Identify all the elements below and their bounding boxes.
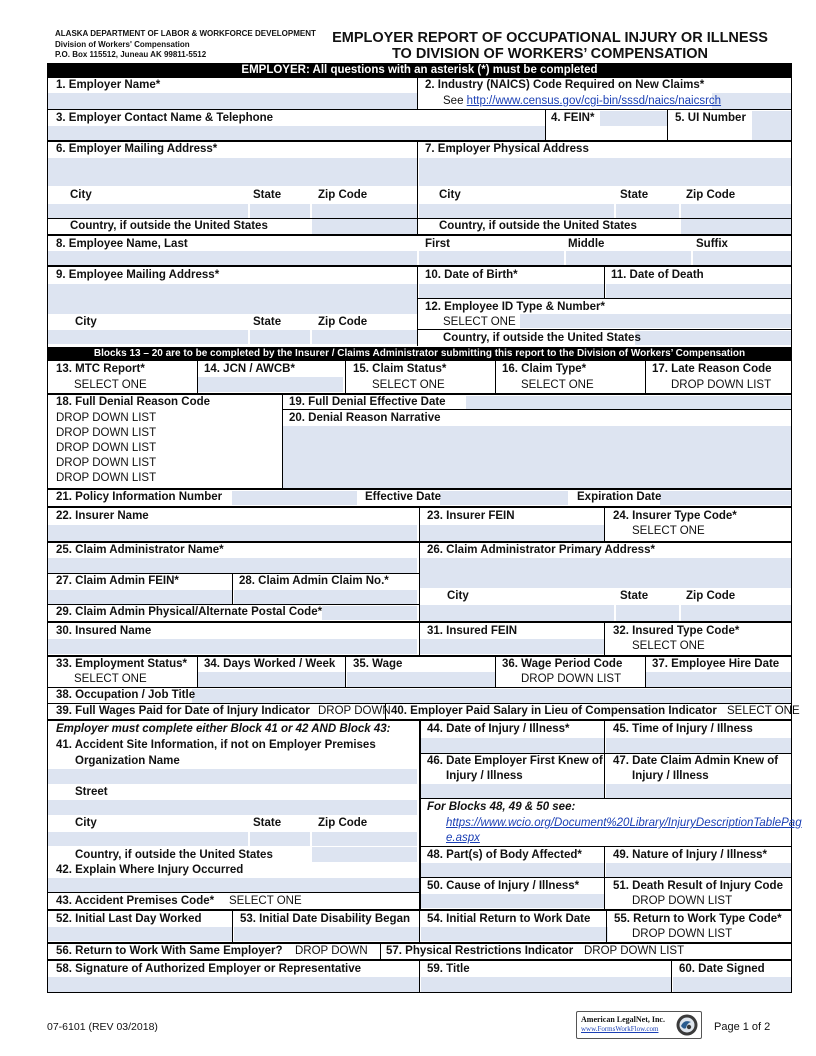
- rule: [232, 910, 233, 942]
- rule: [604, 266, 605, 298]
- label-date-admin-knew-line2: Injury / Illness: [632, 770, 709, 782]
- field-employee-last-name[interactable]: [48, 251, 417, 266]
- label-claim-admin-fein: 27. Claim Admin FEIN*: [56, 575, 179, 587]
- select-employee-id-type[interactable]: SELECT ONE: [443, 316, 516, 328]
- rule: [604, 507, 605, 541]
- label-city: City: [447, 590, 469, 602]
- field-employer-mailing-address[interactable]: [48, 158, 417, 186]
- field-employee-suffix[interactable]: [693, 251, 791, 266]
- field-date-of-injury[interactable]: [421, 738, 604, 753]
- field-employee-city[interactable]: [48, 330, 248, 344]
- field-site-zip[interactable]: [312, 832, 417, 846]
- rule: [645, 361, 646, 394]
- field-date-signed[interactable]: [673, 977, 791, 992]
- rule: [47, 687, 792, 688]
- field-nature-of-injury[interactable]: [606, 863, 791, 877]
- field-title[interactable]: [421, 977, 671, 992]
- label-organization-name: Organization Name: [75, 755, 180, 767]
- select-insured-type-code[interactable]: SELECT ONE: [632, 640, 705, 652]
- field-street[interactable]: [48, 800, 417, 815]
- label-insured-fein: 31. Insured FEIN: [427, 625, 518, 637]
- rule: [645, 656, 646, 687]
- rule: [47, 703, 792, 704]
- label-claim-admin-postal-code: 29. Claim Admin Physical/Alternate Postal Code*: [56, 606, 323, 618]
- label-policy-number: 21. Policy Information Number: [56, 491, 223, 503]
- select-death-result[interactable]: DROP DOWN LIST: [632, 895, 733, 907]
- field-denial-narrative[interactable]: [283, 426, 791, 488]
- label-hire-date: 37. Employee Hire Date: [652, 658, 780, 670]
- rule: [232, 573, 233, 604]
- field-mailing-zip[interactable]: [312, 204, 417, 218]
- label-naics-code: 2. Industry (NAICS) Code Required on New Claims*: [425, 79, 705, 91]
- label-zip: Zip Code: [318, 316, 368, 328]
- label-return-to-work-date: 54. Initial Return to Work Date: [427, 913, 591, 925]
- rule: [197, 656, 198, 687]
- rule: [417, 78, 418, 110]
- field-insurer-name[interactable]: [48, 525, 417, 541]
- form-title-line2: TO DIVISION OF WORKERS’ COMPENSATION: [391, 46, 709, 62]
- label-time-of-injury: 45. Time of Injury / Illness: [613, 723, 753, 735]
- employer-banner: EMPLOYER: All questions with an asterisk (*) must be completed: [47, 63, 792, 78]
- field-time-of-injury[interactable]: [606, 738, 791, 753]
- form-title: [320, 30, 780, 62]
- field-effective-date[interactable]: [440, 491, 568, 505]
- label-claim-status: 15. Claim Status*: [353, 363, 447, 375]
- field-occupation[interactable]: [192, 689, 791, 703]
- label-employee-last-name: 8. Employee Name, Last: [56, 238, 188, 250]
- select-return-same-employer[interactable]: DROP DOWN: [295, 945, 368, 957]
- wcio-link-line2[interactable]: e.aspx: [446, 832, 480, 844]
- label-claim-type: 16. Claim Type*: [502, 363, 587, 375]
- label-claim-admin-address: 26. Claim Administrator Primary Address*: [427, 544, 655, 556]
- label-date-signed: 60. Date Signed: [679, 963, 765, 975]
- rule: [47, 655, 792, 657]
- label-zip: Zip Code: [318, 817, 368, 829]
- field-employee-mailing-address[interactable]: [48, 284, 417, 314]
- field-physical-state[interactable]: [616, 204, 679, 218]
- wcio-link-line1[interactable]: https://www.wcio.org/Document%20Library/InjuryDescriptionTablePag: [446, 817, 802, 829]
- select-employment-status[interactable]: SELECT ONE: [74, 673, 147, 685]
- label-date-employer-knew-line1: 46. Date Employer First Knew of: [427, 755, 603, 767]
- label-effective-date: Effective Date: [365, 491, 442, 503]
- field-return-to-work-date[interactable]: [421, 927, 608, 941]
- label-for-blocks-48-50: For Blocks 48, 49 & 50 see:: [427, 801, 576, 813]
- rule: [47, 488, 792, 490]
- label-insurer-name: 22. Insurer Name: [56, 510, 149, 522]
- rule: [345, 656, 346, 687]
- select-denial-reason-4[interactable]: DROP DOWN LIST: [56, 457, 157, 469]
- agency-address: P.O. Box 115512, Juneau AK 99811-5512: [55, 50, 207, 59]
- select-wage-period-code[interactable]: DROP DOWN LIST: [521, 673, 622, 685]
- form-title-line1: EMPLOYER REPORT OF OCCUPATIONAL INJURY OR ILLNESS: [332, 30, 768, 46]
- rule: [417, 298, 792, 299]
- field-full-denial-effective-date[interactable]: [466, 396, 791, 410]
- field-date-of-birth[interactable]: [419, 284, 604, 298]
- label-zip: Zip Code: [318, 189, 368, 201]
- field-employee-country[interactable]: [635, 331, 791, 345]
- label-country: Country, if outside the United States: [439, 220, 637, 232]
- field-physical-city[interactable]: [419, 204, 614, 218]
- rule: [604, 720, 605, 798]
- label-date-of-birth: 10. Date of Birth*: [425, 269, 518, 281]
- field-days-worked[interactable]: [198, 672, 345, 687]
- field-physical-country[interactable]: [681, 219, 791, 234]
- select-denial-reason-1[interactable]: DROP DOWN LIST: [56, 412, 157, 424]
- rule: [495, 361, 496, 394]
- select-late-reason-code[interactable]: DROP DOWN LIST: [671, 379, 772, 391]
- rule: [197, 361, 198, 394]
- label-city: City: [439, 189, 461, 201]
- field-expiration-date[interactable]: [660, 491, 791, 505]
- rule: [419, 877, 792, 878]
- select-denial-reason-5[interactable]: DROP DOWN LIST: [56, 472, 157, 484]
- field-cause-of-injury[interactable]: [421, 894, 604, 908]
- label-city: City: [75, 817, 97, 829]
- label-full-wages-indicator: 39. Full Wages Paid for Date of Injury Indicator: [56, 705, 310, 717]
- label-city: City: [75, 316, 97, 328]
- label-state: State: [253, 316, 282, 328]
- label-full-denial-effective-date: 19. Full Denial Effective Date: [289, 396, 446, 408]
- field-hire-date[interactable]: [646, 672, 791, 687]
- field-mailing-city[interactable]: [48, 204, 248, 218]
- label-employer-physical-address: 7. Employer Physical Address: [425, 143, 589, 155]
- rule: [47, 109, 792, 110]
- field-site-state[interactable]: [250, 832, 310, 846]
- naics-link[interactable]: http://www.census.gov/cgi-bin/sssd/naics/naicsrch: [466, 95, 722, 107]
- label-date-of-injury: 44. Date of Injury / Illness*: [427, 723, 570, 735]
- label-zip: Zip Code: [686, 590, 736, 602]
- label-wage-period-code: 36. Wage Period Code: [502, 658, 623, 670]
- rule: [380, 943, 381, 959]
- field-employer-contact[interactable]: [48, 126, 545, 141]
- label-insurer-type-code: 24. Insurer Type Code*: [613, 510, 737, 522]
- field-policy-number[interactable]: [232, 491, 357, 505]
- label-ui-number: 5. UI Number: [675, 112, 746, 124]
- label-country: Country, if outside the United States: [70, 220, 268, 232]
- label-claim-admin-claim-no: 28. Claim Admin Claim No.*: [239, 575, 389, 587]
- field-site-city[interactable]: [48, 832, 248, 846]
- rule: [47, 393, 792, 395]
- rule: [419, 720, 421, 910]
- rule: [47, 892, 419, 893]
- rule: [545, 110, 546, 140]
- rule: [419, 798, 792, 799]
- label-employee-id: 12. Employee ID Type & Number*: [425, 301, 606, 313]
- label-date-employer-knew-line2: Injury / Illness: [446, 770, 523, 782]
- label-explain-injury: 42. Explain Where Injury Occurred: [56, 864, 244, 876]
- rule: [47, 573, 419, 574]
- label-middle: Middle: [568, 238, 605, 250]
- field-claim-admin-zip[interactable]: [681, 605, 791, 621]
- rule: [283, 409, 792, 410]
- field-disability-began[interactable]: [234, 927, 419, 941]
- label-nature-of-injury: 49. Nature of Injury / Illness*: [613, 849, 768, 861]
- field-ui-number[interactable]: [752, 111, 791, 141]
- insurer-banner: Blocks 13 – 20 are to be completed by the Insurer / Claims Administrator submitting this report to the Division of Workers’ Compensation: [47, 347, 792, 361]
- logo-company: American LegalNet, Inc.: [581, 1015, 665, 1024]
- logo-swirl-icon: [675, 1013, 699, 1037]
- rule: [47, 604, 419, 605]
- label-return-same-employer: 56. Return to Work With Same Employer?: [56, 945, 283, 957]
- page-number: Page 1 of 2: [714, 1021, 771, 1033]
- select-insurer-type-code[interactable]: SELECT ONE: [632, 525, 705, 537]
- label-fein: 4. FEIN*: [551, 112, 595, 124]
- label-employee-mailing-address: 9. Employee Mailing Address*: [56, 269, 220, 281]
- label-title: 59. Title: [427, 963, 470, 975]
- label-employment-status: 33. Employment Status*: [56, 658, 188, 670]
- agency-header: [55, 29, 316, 61]
- label-physical-restrictions: 57. Physical Restrictions Indicator: [386, 945, 574, 957]
- field-date-of-death[interactable]: [606, 284, 791, 298]
- select-claim-type[interactable]: SELECT ONE: [521, 379, 594, 391]
- label-claim-admin-name: 25. Claim Administrator Name*: [56, 544, 224, 556]
- field-body-part[interactable]: [421, 863, 604, 877]
- rule: [345, 361, 346, 394]
- field-claim-admin-claim-no[interactable]: [234, 590, 417, 604]
- select-claim-status[interactable]: SELECT ONE: [372, 379, 445, 391]
- label-date-of-death: 11. Date of Death: [611, 269, 704, 281]
- field-fein[interactable]: [600, 111, 667, 126]
- label-insurer-fein: 23. Insurer FEIN: [427, 510, 515, 522]
- label-return-to-work-type: 55. Return to Work Type Code*: [614, 913, 782, 925]
- label-state: State: [253, 817, 282, 829]
- field-claim-admin-fein[interactable]: [48, 590, 232, 604]
- rule: [495, 656, 496, 687]
- form-number: 07-6101 (REV 03/2018): [47, 1021, 158, 1033]
- select-accident-premises-code[interactable]: SELECT ONE: [229, 895, 302, 907]
- label-full-denial-reason: 18. Full Denial Reason Code: [56, 396, 211, 408]
- field-date-employer-knew[interactable]: [421, 784, 604, 798]
- label-accident-premises-code: 43. Accident Premises Code*: [56, 895, 215, 907]
- label-days-worked: 34. Days Worked / Week: [204, 658, 336, 670]
- label-accident-site: 41. Accident Site Information, if not on Employer Premises: [56, 739, 376, 751]
- label-employer-name: 1. Employer Name*: [56, 79, 161, 91]
- field-employee-id-number[interactable]: [520, 314, 791, 328]
- rule: [419, 910, 420, 942]
- rule: [419, 753, 792, 754]
- label-date-employer-knew: [427, 755, 603, 783]
- field-initial-last-day-worked[interactable]: [48, 927, 232, 941]
- rule: [671, 960, 672, 993]
- rule: [606, 910, 607, 942]
- label-disability-began: 53. Initial Date Disability Began: [240, 913, 410, 925]
- rule: [667, 110, 668, 140]
- field-insured-fein[interactable]: [419, 639, 604, 654]
- label-zip: Zip Code: [686, 189, 736, 201]
- label-mtc-report: 13. MTC Report*: [56, 363, 145, 375]
- rule: [47, 265, 792, 267]
- label-state: State: [620, 590, 649, 602]
- logo-url: www.FormsWorkFlow.com: [581, 1025, 659, 1033]
- rule: [419, 507, 420, 621]
- naics-see-text: See: [443, 95, 464, 107]
- legalnet-logo[interactable]: [576, 1011, 702, 1039]
- rule: [419, 846, 792, 847]
- field-employer-physical-address[interactable]: [419, 158, 791, 186]
- label-street: Street: [75, 786, 108, 798]
- rule: [419, 960, 420, 993]
- label-employer-contact: 3. Employer Contact Name & Telephone: [56, 112, 274, 124]
- field-insurer-fein[interactable]: [419, 525, 604, 541]
- label-cause-of-injury: 50. Cause of Injury / Illness*: [427, 880, 580, 892]
- field-employee-middle-name[interactable]: [566, 251, 691, 266]
- field-employer-name[interactable]: [48, 93, 417, 109]
- select-full-wages-indicator[interactable]: DROP DOWN: [318, 705, 391, 717]
- field-claim-admin-name[interactable]: [48, 558, 417, 573]
- rule: [47, 234, 792, 236]
- label-country: Country, if outside the United States: [75, 849, 273, 861]
- field-employee-state[interactable]: [250, 330, 310, 344]
- rule: [282, 394, 283, 488]
- field-employee-zip[interactable]: [312, 330, 417, 344]
- label-jcn-awcb: 14. JCN / AWCB*: [204, 363, 295, 375]
- select-return-to-work-type[interactable]: DROP DOWN LIST: [632, 928, 733, 940]
- field-site-country[interactable]: [312, 847, 417, 862]
- label-wage: 35. Wage: [353, 658, 403, 670]
- division-name: Division of Workers' Compensation: [55, 39, 190, 49]
- rule: [419, 622, 420, 655]
- field-claim-admin-state[interactable]: [616, 605, 679, 621]
- label-expiration-date: Expiration Date: [577, 491, 662, 503]
- field-naics-code[interactable]: [712, 93, 791, 109]
- select-denial-reason-3[interactable]: DROP DOWN LIST: [56, 442, 157, 454]
- label-insured-name: 30. Insured Name: [56, 625, 152, 637]
- label-state: State: [253, 189, 282, 201]
- select-salary-in-lieu-indicator[interactable]: SELECT ONE: [727, 705, 800, 717]
- rule: [417, 329, 792, 330]
- rule: [417, 266, 418, 346]
- field-mailing-state[interactable]: [250, 204, 310, 218]
- label-country: Country, if outside the United States: [443, 332, 641, 344]
- field-claim-admin-address[interactable]: [419, 558, 791, 588]
- naics-see: [443, 95, 721, 108]
- label-suffix: Suffix: [696, 238, 728, 250]
- field-date-admin-knew[interactable]: [606, 784, 791, 798]
- field-claim-admin-city[interactable]: [419, 605, 614, 621]
- label-denial-narrative: 20. Denial Reason Narrative: [289, 412, 441, 424]
- label-city: City: [70, 189, 92, 201]
- label-state: State: [620, 189, 649, 201]
- label-employer-mailing-address: 6. Employer Mailing Address*: [56, 143, 218, 155]
- instruction-blocks-41-43: Employer must complete either Block 41 or 42 AND Block 43:: [56, 723, 391, 735]
- select-mtc-report[interactable]: SELECT ONE: [74, 379, 147, 391]
- rule: [47, 140, 792, 142]
- rule: [604, 622, 605, 655]
- field-insured-name[interactable]: [48, 639, 417, 654]
- rule: [47, 942, 792, 944]
- field-jcn-awcb[interactable]: [198, 377, 343, 392]
- field-wage[interactable]: [347, 672, 495, 687]
- label-signature: 58. Signature of Authorized Employer or Representative: [56, 963, 362, 975]
- field-employee-first-name[interactable]: [419, 251, 564, 266]
- field-explain-injury[interactable]: [48, 878, 419, 892]
- label-late-reason-code: 17. Late Reason Code: [652, 363, 772, 375]
- label-body-part: 48. Part(s) of Body Affected*: [427, 849, 582, 861]
- label-date-admin-knew-line1: 47. Date Claim Admin Knew of: [613, 755, 779, 767]
- label-occupation: 38. Occupation / Job Title: [56, 689, 196, 701]
- field-mailing-country[interactable]: [312, 219, 417, 234]
- field-claim-admin-postal-code[interactable]: [322, 606, 417, 620]
- select-physical-restrictions[interactable]: DROP DOWN LIST: [584, 945, 685, 957]
- rule: [604, 846, 605, 909]
- label-date-admin-knew: [613, 755, 778, 783]
- select-denial-reason-2[interactable]: DROP DOWN LIST: [56, 427, 157, 439]
- field-physical-zip[interactable]: [681, 204, 791, 218]
- rule: [47, 218, 792, 219]
- rule: [417, 141, 418, 235]
- field-organization-name[interactable]: [48, 769, 417, 784]
- label-insured-type-code: 32. Insured Type Code*: [613, 625, 740, 637]
- label-death-result: 51. Death Result of Injury Code: [613, 880, 783, 892]
- agency-name: ALASKA DEPARTMENT OF LABOR & WORKFORCE DEVELOPMENT: [55, 29, 316, 38]
- label-salary-in-lieu-indicator: 40. Employer Paid Salary in Lieu of Compensation Indicator: [391, 705, 717, 717]
- label-first: First: [425, 238, 450, 250]
- label-initial-last-day-worked: 52. Initial Last Day Worked: [56, 913, 202, 925]
- field-signature[interactable]: [48, 977, 419, 992]
